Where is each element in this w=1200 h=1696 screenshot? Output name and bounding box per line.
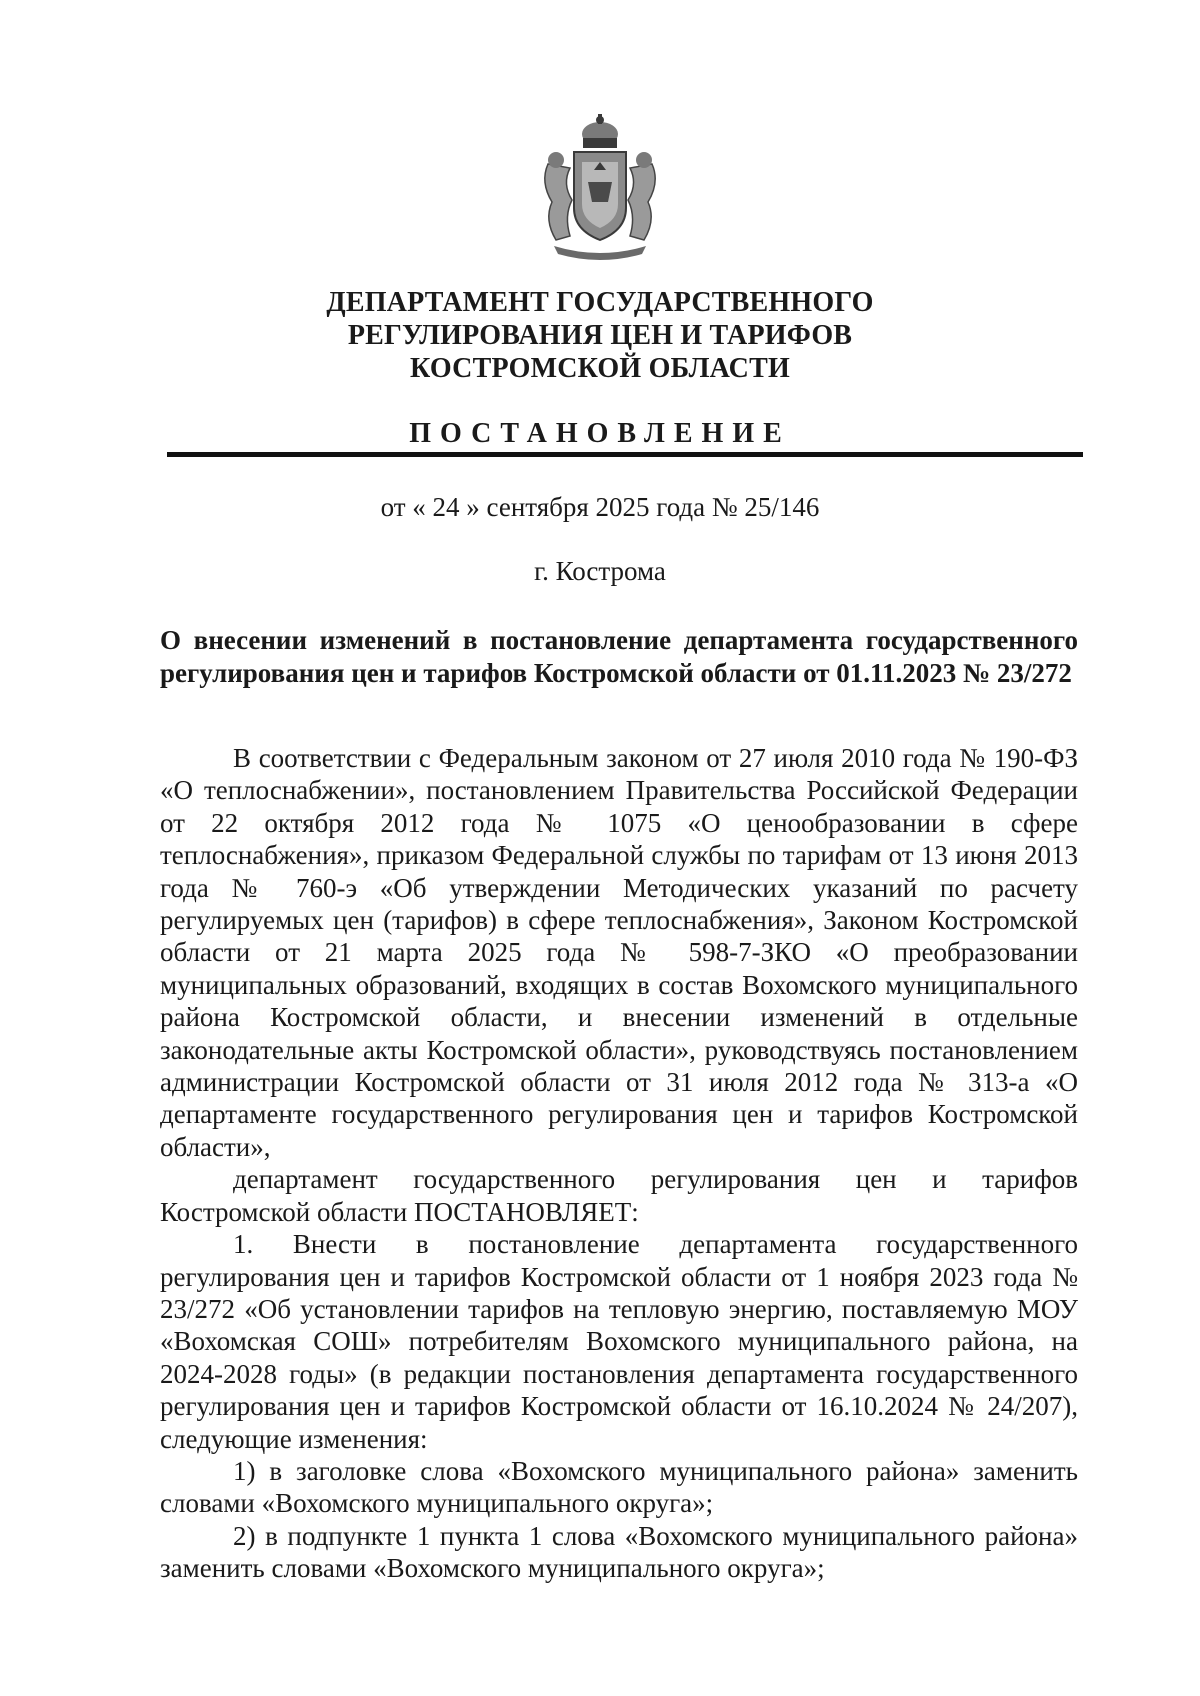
- body-paragraph: 1. Внести в постановление департамента государственного регулирования цен и тарифов Костромской области от 1 ноября 2023 года № 23/272 «Об установлении тарифов на тепловую энергию, поставляемую МОУ «Вохомская СОШ» потребителям Вохомского муниципального района, на 2024-2028 годы» (в редакции постановления департамента государственного регулирования цен и тарифов Костромской области от 16.10.2024 № 24/207), следующие изменения:: [160, 1229, 1078, 1454]
- body-paragraph: департамент государственного регулирования цен и тарифов Костромской области ПОСТАНОВЛЯЕТ:: [160, 1164, 1078, 1227]
- authority-line-2: РЕГУЛИРОВАНИЯ ЦЕН И ТАРИФОВ: [347, 320, 853, 351]
- document-title: О внесении изменений в постановление департамента государственного регулирования цен и тарифов Костромской области от 01.11.2023 № 23/272: [160, 625, 1078, 688]
- document-body: [160, 742, 1078, 1585]
- document-type: ПОСТАНОВЛЕНИЕ: [409, 418, 791, 449]
- authority-line-3: КОСТРОМСКОЙ ОБЛАСТИ: [410, 353, 790, 384]
- body-paragraph: 1) в заголовке слова «Вохомского муниципального района» заменить словами «Вохомского муниципального округа»;: [160, 1455, 1078, 1519]
- authority-line-1: ДЕПАРТАМЕНТ ГОСУДАРСТВЕННОГО: [326, 287, 874, 318]
- header-divider: [167, 452, 1083, 457]
- document-city: г. Кострома: [534, 556, 666, 586]
- issuing-authority: [160, 286, 1040, 385]
- body-paragraph: В соответствии с Федеральным законом от 27 июля 2010 года № 190-ФЗ «О теплоснабжении», постановлением Правительства Российской Федерации от 22 октября 2012 года № 1075 «О ценообразовании в сфере теплоснабжения», приказом Федеральной службы по тарифам от 13 июня 2013 года № 760-э «Об утверждении Методических указаний по расчету регулируемых цен (тарифов) в сфере теплоснабжения», Законом Костромской области от 21 марта 2025 года № 598-7-ЗКО «О преобразовании муниципальных образований, входящих в состав Вохомского муниципального района Костромской области, и внесении изменений в отдельные законодательные акты Костромской области», руководствуясь постановлением администрации Костромской области от 31 июля 2012 года № 313-а «О департаменте государственного регулирования цен и тарифов Костромской области»,: [160, 743, 1078, 1162]
- document-date-number: от « 24 » сентября 2025 года № 25/146: [380, 492, 820, 522]
- body-paragraph: 2) в подпункте 1 пункта 1 слова «Вохомского муниципального района» заменить словами «Вохомского муниципального округа»;: [160, 1520, 1078, 1584]
- kostroma-coat-of-arms-icon: [530, 112, 670, 262]
